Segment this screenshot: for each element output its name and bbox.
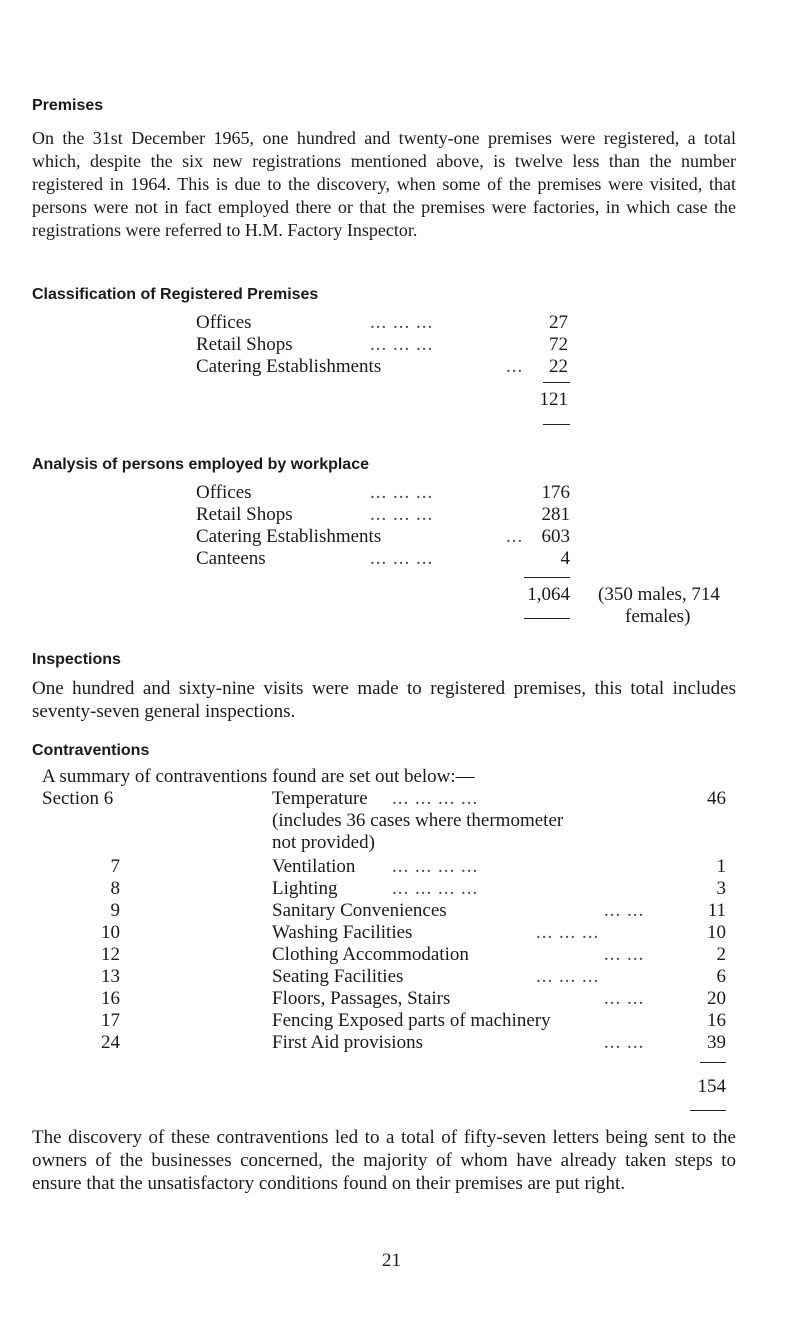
leader-dots: ... ... ... ... <box>392 856 479 877</box>
leader-dots: ... ... <box>604 1032 645 1053</box>
leader-dots: ... <box>506 526 524 547</box>
classification-label: Catering Establishments <box>196 356 382 377</box>
analysis-value: 176 <box>541 482 570 503</box>
contravention-label: Washing Facilities <box>272 922 413 943</box>
premises-paragraph: On the 31st December 1965, one hundred and twenty-one premises were registered, a total which, despite the six new registrations mentioned above, is twelve less than the number registered in 1964. This is due to the discovery, when some of the premises were visited, that persons were not in fact employed there or that the premises were factories, in which case the registrations were referred to H.M. Factory Inspector. <box>32 128 736 240</box>
analysis-label: Catering Establishments <box>196 526 382 547</box>
closing-paragraph: The discovery of these contraventions led to a total of fifty-seven letters being sent to the owners of the businesses concerned, the majority of whom have already taken steps to ensure that the unsatisfactory conditions found on their premises are put right. <box>32 1127 736 1194</box>
contravention-label: Sanitary Conveniences <box>272 900 447 921</box>
leader-dots: ... ... <box>604 988 645 1009</box>
analysis-label: Canteens <box>196 548 266 569</box>
inspections-heading: Inspections <box>32 651 121 668</box>
contravention-label: Fencing Exposed parts of machinery <box>272 1010 551 1031</box>
total-underline <box>524 618 570 619</box>
page-number: 21 <box>382 1250 401 1271</box>
contravention-count: 11 <box>707 900 726 921</box>
contravention-label: First Aid provisions <box>272 1032 423 1053</box>
contravention-count: 20 <box>707 988 726 1009</box>
leader-dots: ... ... ... <box>370 548 434 569</box>
section-number: 8 <box>110 878 120 899</box>
contravention-label: Temperature <box>272 788 368 809</box>
temperature-note: not provided) <box>272 832 375 853</box>
section-number: 16 <box>101 988 120 1009</box>
total-rule <box>543 382 570 383</box>
inspections-paragraph: One hundred and sixty-nine visits were made to registered premises, this total includes seventy-seven general inspections. <box>32 678 736 722</box>
contraventions-total: 154 <box>697 1076 726 1097</box>
analysis-label: Offices <box>196 482 252 503</box>
contravention-count: 1 <box>716 856 726 877</box>
leader-dots: ... ... ... <box>536 966 600 987</box>
leader-dots: ... ... ... <box>536 922 600 943</box>
section-number: 24 <box>101 1032 120 1053</box>
leader-dots: ... ... ... <box>370 312 434 333</box>
classification-value: 22 <box>549 356 568 377</box>
leader-dots: ... ... <box>604 944 645 965</box>
leader-dots: ... ... ... <box>370 334 434 355</box>
contravention-count: 10 <box>707 922 726 943</box>
leader-dots: ... ... ... <box>370 504 434 525</box>
total-underline <box>690 1110 726 1111</box>
leader-dots: ... ... ... <box>370 482 434 503</box>
contravention-label: Ventilation <box>272 856 356 877</box>
contravention-count: 46 <box>707 788 726 809</box>
contraventions-intro: A summary of contraventions found are set out below:— <box>42 766 475 787</box>
leader-dots: ... ... ... ... <box>392 788 479 809</box>
analysis-value: 281 <box>541 504 570 525</box>
leader-dots: ... <box>506 356 524 377</box>
temperature-note: (includes 36 cases where thermometer <box>272 810 564 831</box>
contravention-count: 2 <box>716 944 726 965</box>
classification-value: 27 <box>549 312 568 333</box>
contravention-label: Floors, Passages, Stairs <box>272 988 451 1009</box>
section-number: 12 <box>101 944 120 965</box>
analysis-note: females) <box>625 606 691 627</box>
contravention-count: 6 <box>716 966 726 987</box>
classification-total: 121 <box>539 389 568 410</box>
analysis-total: 1,064 <box>527 584 570 605</box>
premises-heading: Premises <box>32 97 104 114</box>
section-number: 17 <box>101 1010 120 1031</box>
leader-dots: ... ... <box>604 900 645 921</box>
classification-label: Retail Shops <box>196 334 293 355</box>
classification-label: Offices <box>196 312 252 333</box>
analysis-label: Retail Shops <box>196 504 293 525</box>
total-rule <box>700 1062 726 1063</box>
contravention-count: 16 <box>707 1010 726 1031</box>
contraventions-heading: Contraventions <box>32 742 150 759</box>
leader-dots: ... ... ... ... <box>392 878 479 899</box>
section-number: 13 <box>101 966 120 987</box>
contravention-label: Lighting <box>272 878 338 899</box>
analysis-value: 4 <box>560 548 570 569</box>
analysis-note: (350 males, 714 <box>598 584 720 605</box>
section-number: Section 6 <box>42 788 114 809</box>
section-number: 7 <box>110 856 120 877</box>
analysis-heading: Analysis of persons employed by workplace <box>32 456 369 473</box>
contravention-count: 39 <box>707 1032 726 1053</box>
section-number: 10 <box>101 922 120 943</box>
classification-value: 72 <box>549 334 568 355</box>
contravention-label: Seating Facilities <box>272 966 404 987</box>
contravention-count: 3 <box>716 878 726 899</box>
total-rule <box>524 577 570 578</box>
section-number: 9 <box>110 900 120 921</box>
analysis-value: 603 <box>541 526 570 547</box>
classification-heading: Classification of Registered Premises <box>32 286 319 303</box>
contravention-label: Clothing Accommodation <box>272 944 469 965</box>
total-underline <box>543 424 570 425</box>
